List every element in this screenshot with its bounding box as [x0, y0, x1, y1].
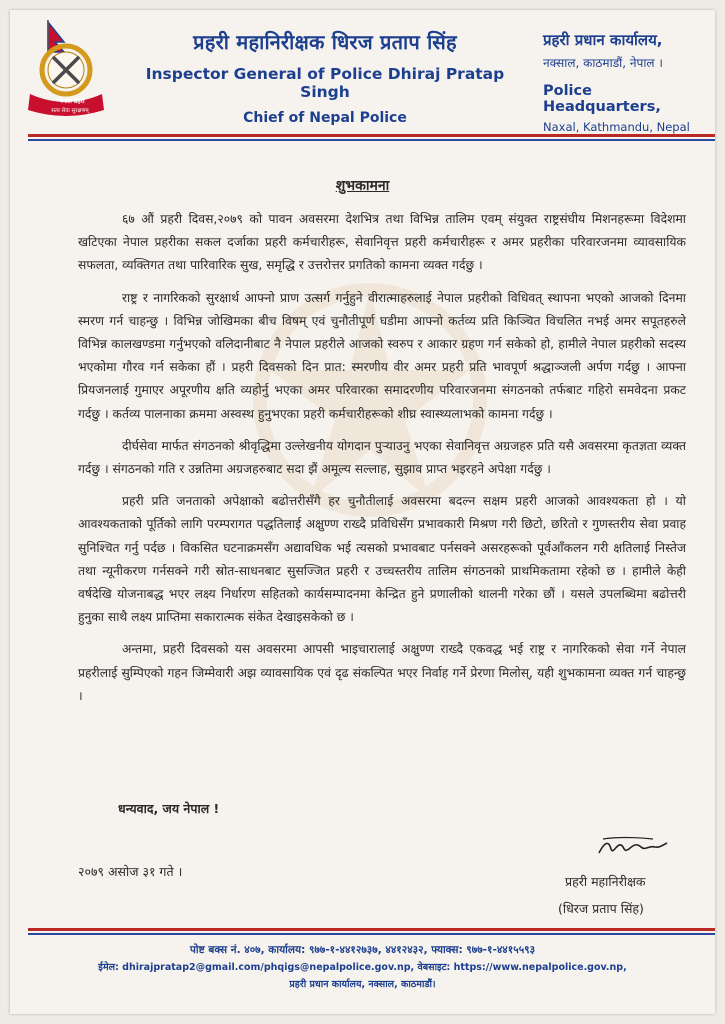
signature-icon [595, 835, 670, 861]
header-right [543, 30, 713, 134]
paragraph-1: ६७ औं प्रहरी दिवस,२०७९ को पावन अवसरमा देशभित्र तथा विभिन्न तालिम एवम् संयुक्त राष्ट्रसंघीय मिशनहरूमा विदेशमा खटिएका नेपाल प्रहरीका सकल दर्जाका प्रहरी कर्मचारीहरू, सेवानिवृत्त प्रहरी कर्मचारीहरू र अमर प्रहरीका परिवारजनमा व्यावसायिक सफलता, व्यक्तिगत तथा पारिवारिक सुख, समृद्धि र उत्तरोत्तर प्रगतिको कामना व्यक्त गर्दछु । [78, 212, 686, 273]
officer-name-english: Inspector General of Police Dhiraj Pratap Singh [145, 65, 505, 101]
header-divider-red [28, 134, 715, 137]
header-center [125, 28, 525, 126]
officer-name-nepali: प्रहरी महानिरीक्षक धिरज प्रताप सिंह [193, 30, 457, 54]
signer-title: प्रहरी महानिरीक्षक [565, 874, 646, 889]
paragraph-4: प्रहरी प्रति जनताको अपेक्षाको बढोत्तरीसँगै हर चुनौतीलाई अवसरमा बदल्न सक्षम प्रहरी आजको आवश्यकता हो । यो आवश्यकताको पूर्तिको लागि परम्परागत पद्धतिलाई अक्षुण्ण राख्दै प्रविधिसँग प्रभावकारी मिश्रण गरी छिटो, छरितो र गुणस्तरीय सेवा प्रवाह सुनिश्चित गर्नु पर्दछ । विकसित घटनाक्रमसँग अद्यावधिक भई त्यसको प्रभावबाट पर्नसक्ने असरहरूको पूर्वआँकलन गरी क्षतिलाई निस्तेज तथा न्यूनीकरण गर्नसक्ने गरी स्रोत-साधनबाट सुसज्जित प्रहरी र उच्चस्तरीय तालिम संगठनको प्राथमिकतामा रहेको छ । हामीले केही वर्षदेखि योजनाबद्ध भएर लक्ष्य निर्धारण सहितको कार्यसम्पादनमा केन्द्रित हुने प्रणालीको थालनी गरेका छौं । यसले उपलब्धिमा बढोत्तरी हुनुका साथै लक्ष्य प्राप्तिमा सकारात्मक संकेत देखाइसकेको छ । [78, 494, 686, 625]
paragraph-5: अन्तमा, प्रहरी दिवसको यस अवसरमा आपसी भाइचारालाई अक्षुण्ण राख्दै एकवद्ध भई राष्ट्र र नागरिकको सेवा गर्ने नेपाल प्रहरीलाई सुम्पिएको गहन जिम्मेवारी अझ व्यावसायिक एवं दृढ संकल्पित भएर निर्वाह गर्ने प्रेरणा मिलोस्, यही शुभकामना व्यक्त गर्न चाहन्छु । [78, 642, 686, 703]
footer [10, 942, 715, 993]
signer-name: (धिरज प्रताप सिंह) [558, 901, 644, 916]
office-name-english: Police Headquarters, [543, 83, 661, 115]
paragraph-2: राष्ट्र र नागरिकको सुरक्षार्थ आफ्नो प्राण उत्सर्ग गर्नुहुने वीरात्माहरुलाई नेपाल प्रहरीको विधिवत् स्थापना भएको आजको दिनमा स्मरण गर्न चाहन्छु । विभिन्न जोखिमका बीच विषम् एवं चुनौतीपूर्ण घडीमा आफ्नो कर्तव्य प्रति किञ्चित विचलित नभई अमर सपूतहरुले विभिन्न कालखण्डमा गर्नुभएको वलिदानीबाट नै नेपाल प्रहरीले आजको स्वरुप र आकार ग्रहण गर्न सकेको हो, हामीले नेपाल प्रहरीको सदस्य भएकोमा गौरव गर्न सकेका हौं । प्रहरी दिवसको दिन प्रात: स्मरणीय वीर अमर प्रहरी प्रति भावपूर्ण श्रद्धाञ्जली अर्पण गर्दछु । आफ्ना प्रियजनलाई गुमाएर अपूरणीय क्षति व्यहोर्नु भएका अमर परिवारका समादरणीय परिवारजनमा संगठनको तर्फबाट गहिरो समवेदना प्रकट गर्दछु । कर्तव्य पालनाका क्रममा अस्वस्थ हुनुभएका प्रहरी कर्मचारीहरूको शीघ्र स्वास्थ्यलाभको कामना गर्दछु । [78, 290, 686, 421]
letter-date: २०७९ असोज ३१ गते । [78, 864, 183, 879]
office-address-english: Naxal, Kathmandu, Nepal [543, 120, 690, 134]
paragraph-3: दीर्घसेवा मार्फत संगठनको श्रीवृद्धिमा उल्लेखनीय योगदान पुऱ्याउनु भएका सेवानिवृत्त अग्रजहरु प्रति यसै अवसरमा कृतज्ञता व्यक्त गर्दछु । संगठनको गति र उन्नतिमा अग्रजहरुबाट सदा झैं अमूल्य सल्लाह, सुझाव प्राप्त भइरहने अपेक्षा गर्दछु । [78, 438, 686, 477]
footer-divider-red [28, 928, 715, 931]
footer-contact: पोष्ट बक्स नं. ४०७, कार्यालय: ९७७-१-४४१२७३७, ४४१२४३२, फ्याक्स: ९७७-१-४४१५५९३ [189, 944, 536, 956]
officer-role: Chief of Nepal Police [243, 110, 407, 126]
closing-line: धन्यवाद, जय नेपाल ! [118, 801, 220, 816]
office-address-nepali: नक्साल, काठमाडौं, नेपाल । [543, 56, 663, 70]
letter-body [78, 208, 686, 717]
letter-title-wrap [10, 175, 715, 195]
header-divider-blue [28, 139, 715, 141]
letter-title: शुभकामना [335, 178, 390, 194]
footer-office: प्रहरी प्रधान कार्यालय, नक्साल, काठमाडौं। [289, 979, 436, 990]
footer-email-website: ईमेल: dhirajpratap2@gmail.com/phqigs@nepalpolice.gov.np, वेबसाइट: https://www.nepalpolice.gov.np, [98, 962, 627, 973]
office-name-nepali: प्रहरी प्रधान कार्यालय, [543, 31, 663, 49]
emblem-label-top: नेपाल प्रहरी [59, 98, 85, 105]
footer-divider-blue [28, 933, 715, 935]
emblem-label-bottom: सत्य सेवा सुरक्षणम् [51, 108, 89, 114]
letter-page [10, 10, 715, 1014]
